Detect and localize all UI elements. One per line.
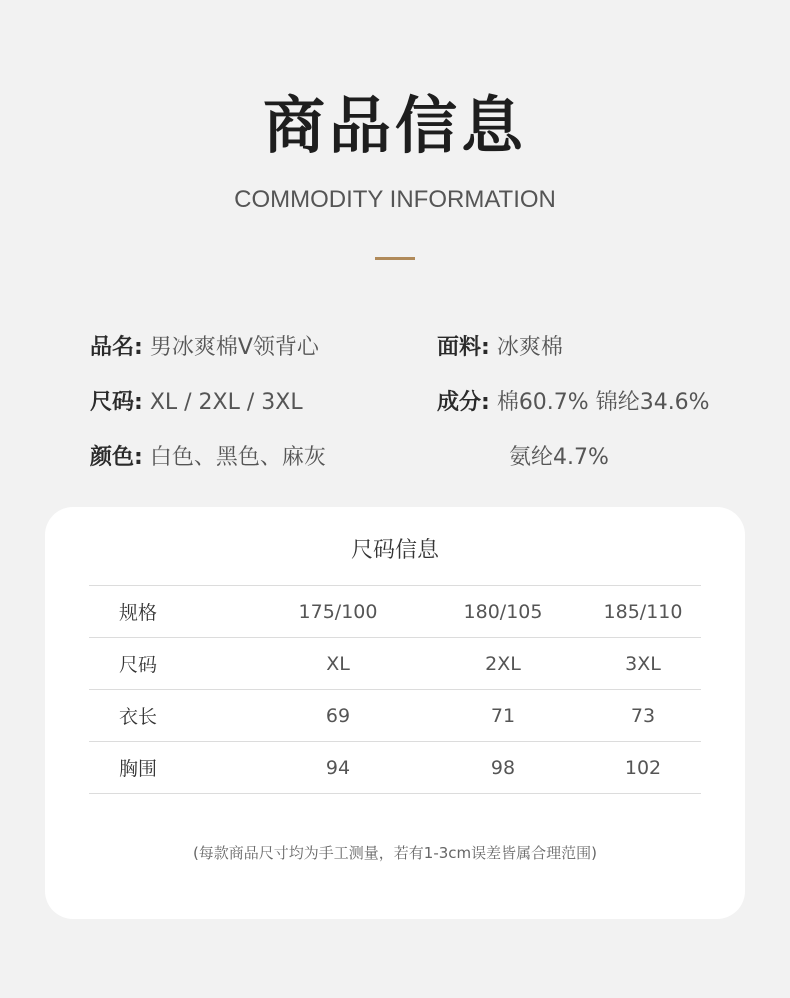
- table-cell: 69: [255, 690, 421, 742]
- table-row: [89, 638, 701, 690]
- info-fabric-value: 冰爽棉: [496, 335, 563, 360]
- row-header: 胸围: [89, 742, 255, 794]
- table-cell: 73: [585, 690, 701, 742]
- page-title: 商品信息: [262, 89, 527, 162]
- row-header: 衣长: [89, 690, 255, 742]
- table-cell: 102: [585, 742, 701, 794]
- info-size: [90, 388, 303, 418]
- info-fabric: [437, 333, 563, 363]
- info-fabric-label: 面料:: [437, 335, 490, 360]
- info-composition-cont: [509, 443, 609, 473]
- info-size-value: XL / 2XL / 3XL: [149, 390, 303, 415]
- table-cell: 3XL: [585, 638, 701, 690]
- info-composition-line2: 氨纶4.7%: [509, 445, 609, 470]
- info-name-label: 品名:: [90, 335, 143, 360]
- table-cell: XL: [255, 638, 421, 690]
- size-table: [89, 585, 701, 794]
- table-cell: 175/100: [255, 586, 421, 638]
- accent-divider: [375, 257, 415, 260]
- info-name-value: 男冰爽棉V领背心: [149, 335, 319, 360]
- table-cell: 71: [421, 690, 585, 742]
- size-card-title: 尺码信息: [350, 538, 439, 563]
- info-composition: [437, 388, 710, 418]
- table-cell: 180/105: [421, 586, 585, 638]
- row-header: 尺码: [89, 638, 255, 690]
- info-composition-label: 成分:: [437, 390, 490, 415]
- size-info-card: [45, 507, 745, 919]
- row-header: 规格: [89, 586, 255, 638]
- info-color-label: 颜色:: [90, 445, 143, 470]
- table-row: [89, 690, 701, 742]
- page-subtitle: COMMODITY INFORMATION: [234, 186, 556, 213]
- measurement-note: (每款商品尺寸均为手工测量，若有1-3cm误差皆属合理范围): [192, 844, 598, 862]
- info-composition-line1: 棉60.7% 锦纶34.6%: [496, 390, 710, 415]
- table-cell: 2XL: [421, 638, 585, 690]
- table-cell: 98: [421, 742, 585, 794]
- info-name: [90, 333, 319, 363]
- table-row: [89, 586, 701, 638]
- info-size-label: 尺码:: [90, 390, 143, 415]
- table-cell: 94: [255, 742, 421, 794]
- table-row: [89, 742, 701, 794]
- info-color-value: 白色、黑色、麻灰: [149, 445, 326, 470]
- info-color: [90, 443, 326, 473]
- table-cell: 185/110: [585, 586, 701, 638]
